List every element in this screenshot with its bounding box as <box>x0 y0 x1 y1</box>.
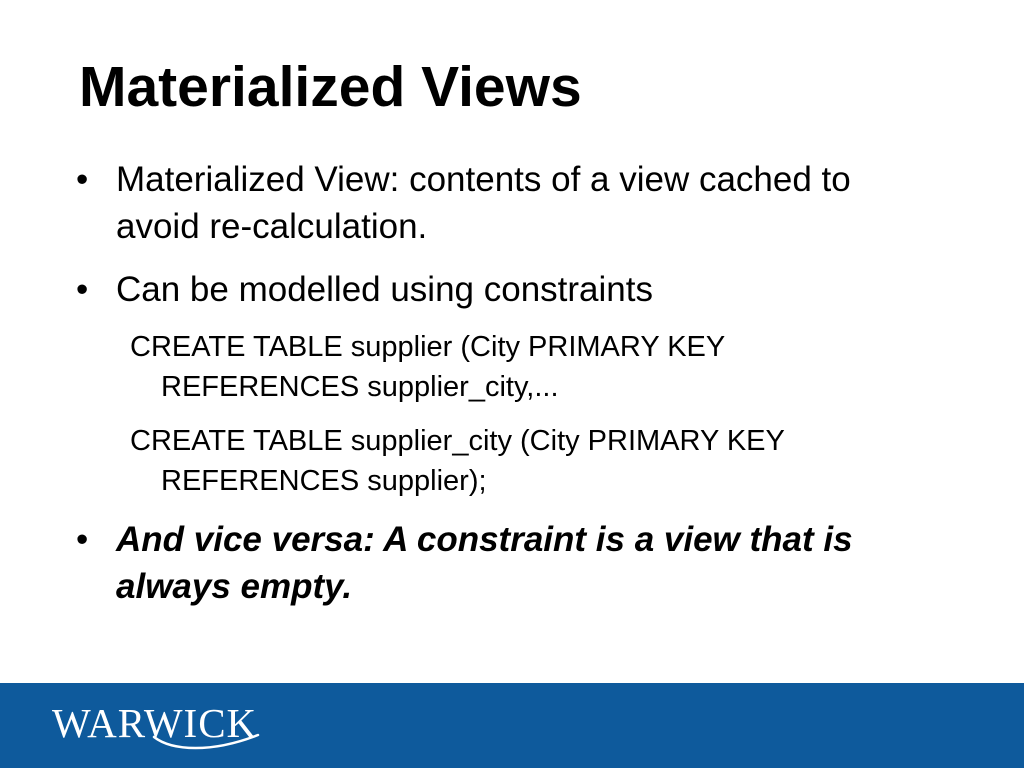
warwick-logo <box>52 701 282 749</box>
sub-item-create-supplier <box>130 327 910 407</box>
bullet-item-vice-versa <box>76 516 936 610</box>
logo-swash-icon <box>152 731 262 753</box>
code-line: CREATE TABLE supplier (City PRIMARY KEY <box>130 331 726 363</box>
footer-band <box>0 683 1024 768</box>
bullet-text: Can be modelled using constraints <box>116 270 653 309</box>
slide-title: Materialized Views <box>79 55 582 119</box>
warwick-logo-text: WARWICK <box>52 700 258 746</box>
code-line-continuation: REFERENCES supplier_city,... <box>161 371 559 403</box>
bullet-item-materialized-view <box>76 156 936 250</box>
bullet-marker: • <box>76 270 89 309</box>
code-line: CREATE TABLE supplier_city (City PRIMARY KEY <box>130 425 785 457</box>
bullet-text-emphasis: And vice versa: A constraint is a view that is always empty. <box>116 520 853 606</box>
bullet-text: Materialized View: contents of a view cached to avoid re-calculation. <box>116 160 851 246</box>
bullet-marker: • <box>76 520 89 559</box>
bullet-marker: • <box>76 160 89 199</box>
sub-item-create-supplier-city <box>130 421 910 501</box>
bullet-item-constraints <box>76 266 936 313</box>
code-line-continuation: REFERENCES supplier); <box>161 465 487 497</box>
